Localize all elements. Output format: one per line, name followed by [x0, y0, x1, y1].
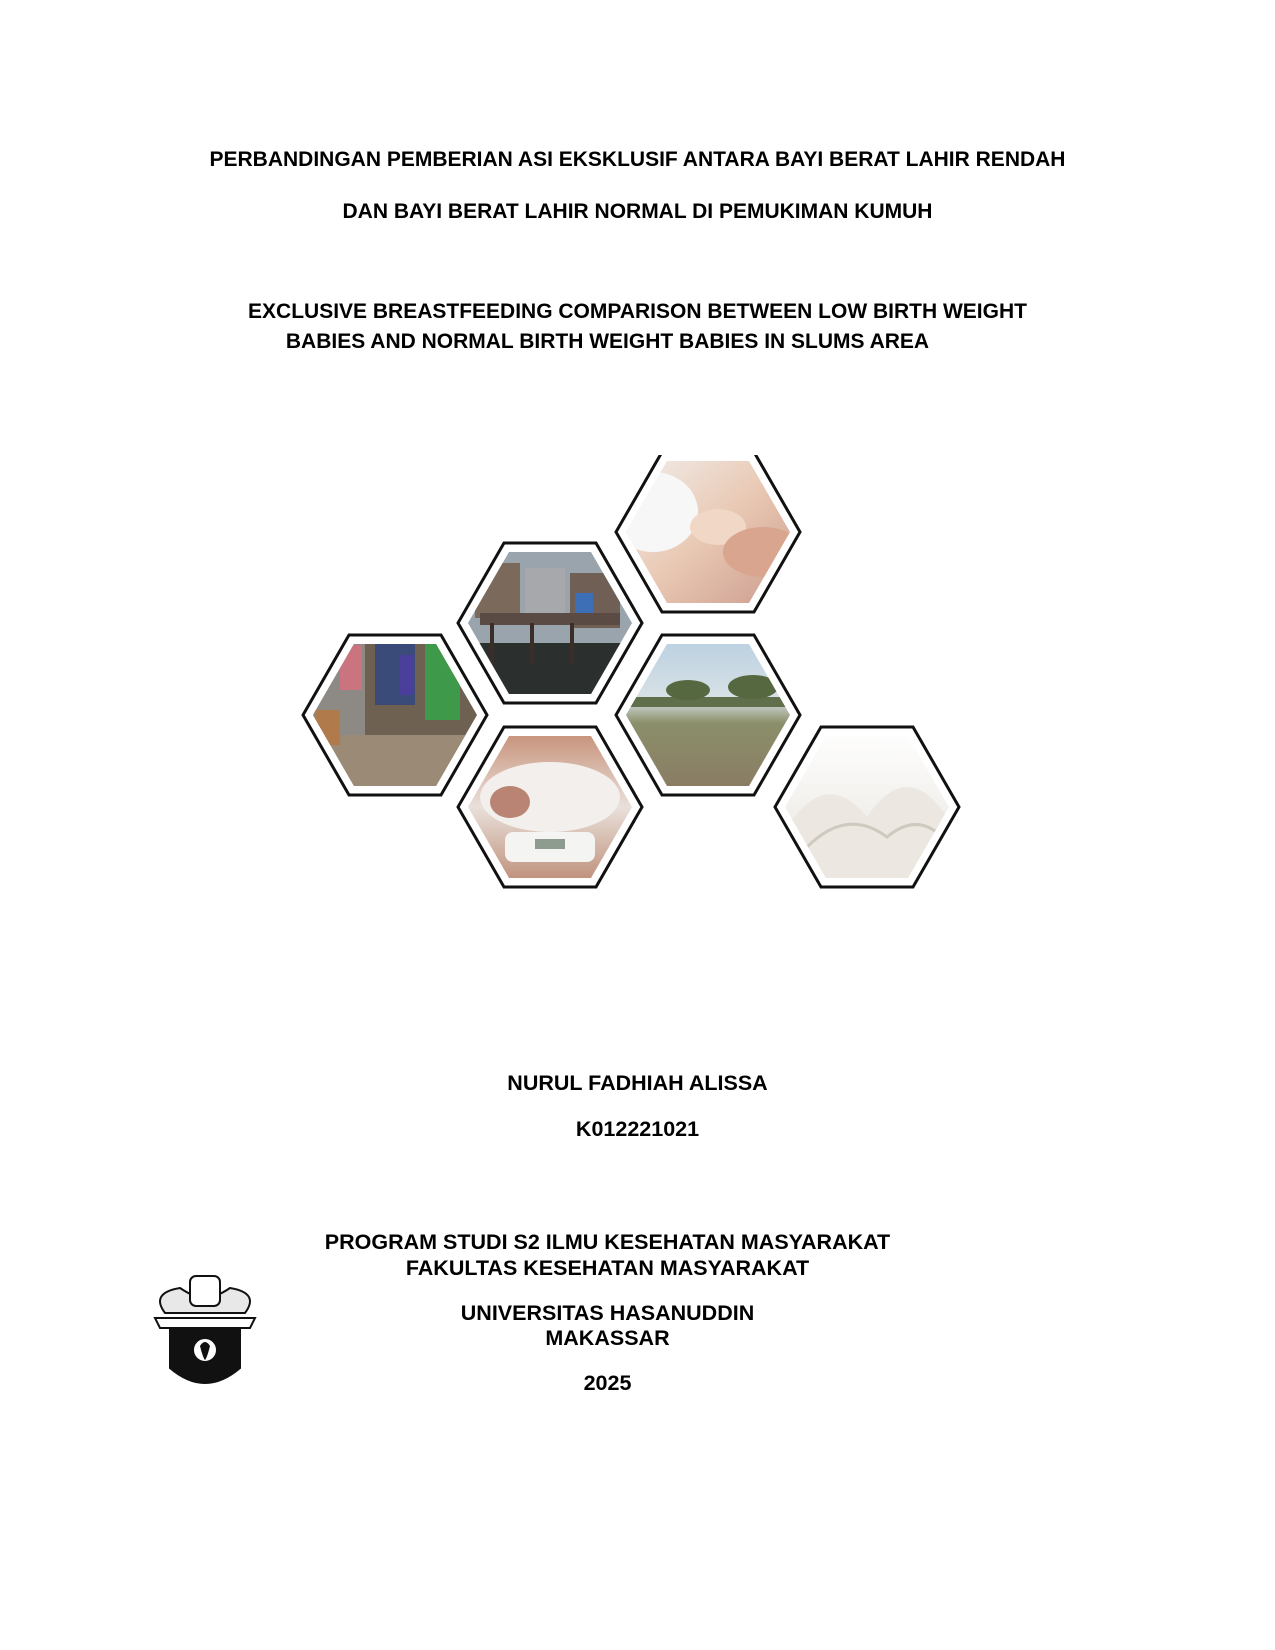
university-logo [145, 1268, 265, 1398]
baby-on-scale-photo [458, 727, 642, 887]
dry-field-photo [616, 635, 800, 795]
university-name: UNIVERSITAS HASANUDDIN [460, 1301, 755, 1325]
milk-splash-photo [775, 727, 959, 887]
student-id: K012221021 [575, 1117, 700, 1141]
faculty-name: FAKULTAS KESEHATAN MASYARAKAT [405, 1256, 810, 1280]
slum-alley-photo [303, 635, 487, 795]
title-indonesian-line-2: DAN BAYI BERAT LAHIR NORMAL DI PEMUKIMAN KUMUH [342, 200, 933, 223]
title-english-line-1: EXCLUSIVE BREASTFEEDING COMPARISON BETWEEN LOW BIRTH WEIGHT [248, 300, 1027, 323]
title-indonesian-line-1: PERBANDINGAN PEMBERIAN ASI EKSKLUSIF ANTARA BAYI BERAT LAHIR RENDAH [209, 148, 1066, 171]
slum-houses-photo [458, 543, 642, 703]
title-english-line-2: BABIES AND NORMAL BIRTH WEIGHT BABIES IN SLUMS AREA [285, 330, 930, 353]
program-name: PROGRAM STUDI S2 ILMU KESEHATAN MASYARAKAT [324, 1230, 891, 1254]
author-name: NURUL FADHIAH ALISSA [507, 1071, 768, 1095]
year: 2025 [583, 1371, 632, 1395]
baby-hand-photo [608, 455, 803, 612]
city-name: MAKASSAR [545, 1326, 670, 1350]
hexagon-photo-collage [300, 455, 980, 925]
